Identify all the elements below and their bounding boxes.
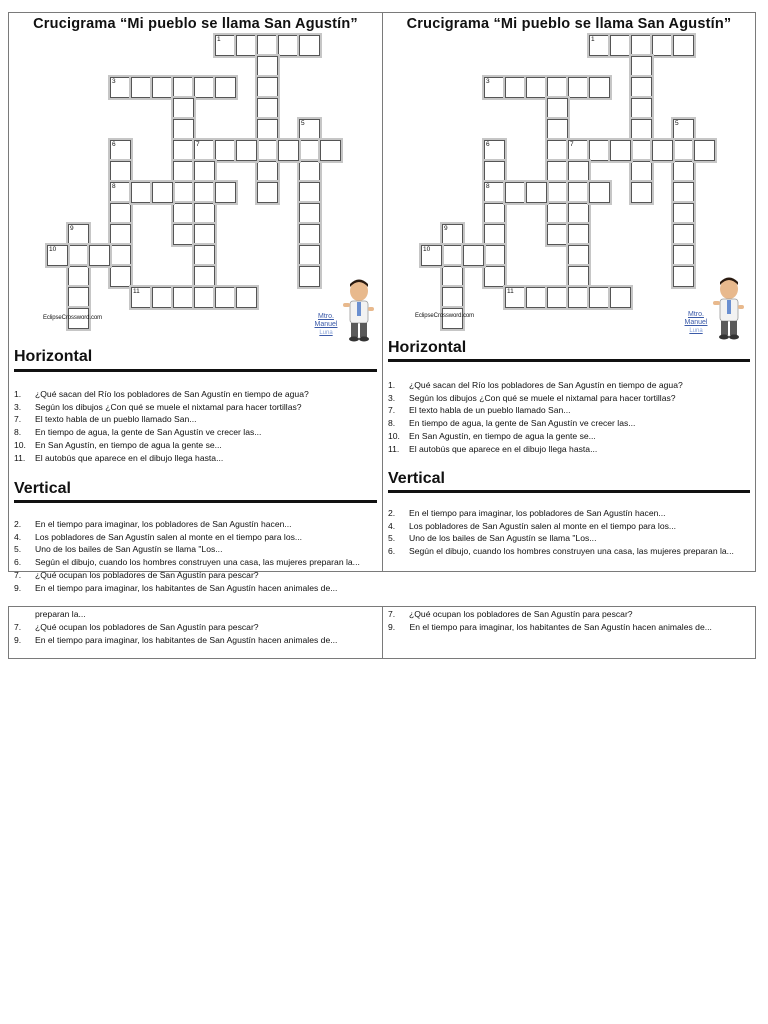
- crossword-cell[interactable]: [652, 35, 673, 56]
- crossword-cell[interactable]: [215, 140, 236, 161]
- crossword-cell[interactable]: [68, 224, 89, 245]
- clue-item: 7. ¿Qué ocupan los pobladores de San Agustín para pescar?: [14, 622, 259, 632]
- crossword-cell[interactable]: [547, 119, 568, 140]
- brand-label: EclipseCrossword.com: [43, 315, 103, 321]
- overflow-left-clue-list: [14, 621, 376, 646]
- vertical-rule: [388, 490, 750, 493]
- clue-item: 9. En el tiempo para imaginar, los habitantes de San Agustín hacen animales de...: [14, 582, 338, 593]
- crossword-cell[interactable]: [299, 266, 320, 287]
- crossword-cell[interactable]: [568, 245, 589, 266]
- crossword-cell[interactable]: [547, 203, 568, 224]
- crossword-cell[interactable]: [484, 140, 505, 161]
- crossword-cell[interactable]: [568, 182, 589, 203]
- crossword-cell[interactable]: [194, 224, 215, 245]
- crossword-cell[interactable]: [173, 203, 194, 224]
- crossword-cell[interactable]: [257, 56, 278, 77]
- clue-item: 10. En San Agustín, en tiempo de agua la gente se...: [14, 439, 222, 450]
- crossword-cell[interactable]: [173, 161, 194, 182]
- crossword-cell[interactable]: [568, 266, 589, 287]
- crossword-cell[interactable]: [484, 224, 505, 245]
- crossword-cell[interactable]: [194, 140, 215, 161]
- teacher-avatar: [709, 275, 749, 341]
- crossword-cell[interactable]: [173, 119, 194, 140]
- clue-item: 7. El texto habla de un pueblo llamado San...: [388, 405, 571, 416]
- crossword-cell[interactable]: [589, 77, 610, 98]
- clue-item: 3. Según los dibujos ¿Con qué se muele el nixtamal para hacer tortillas?: [14, 401, 302, 412]
- worksheet-left: [9, 13, 383, 593]
- clue-item: 11. El autobús que aparece en el dibujo llega hasta...: [14, 452, 224, 463]
- crossword-cell[interactable]: [547, 224, 568, 245]
- crossword-cell[interactable]: [257, 161, 278, 182]
- crossword-cell[interactable]: [68, 245, 89, 266]
- crossword-cell[interactable]: [673, 266, 694, 287]
- clue-item: 4. Los pobladores de San Agustín salen al monte en el tiempo para los...: [388, 520, 677, 531]
- cell-number: 6: [112, 141, 116, 148]
- crossword-cell[interactable]: [568, 77, 589, 98]
- crossword-cell[interactable]: [547, 77, 568, 98]
- author-badge: Mtro. Manuel Luna: [684, 311, 708, 334]
- crossword-cell[interactable]: [278, 140, 299, 161]
- clue-item: 9. En el tiempo para imaginar, los habitantes de San Agustín hacen animales de...: [14, 634, 338, 645]
- cell-number: 11: [507, 288, 514, 295]
- crossword-cell[interactable]: [152, 287, 173, 308]
- crossword-cell[interactable]: [173, 224, 194, 245]
- cell-number: 6: [486, 141, 490, 148]
- puzzle-title: Crucigrama “Mi pueblo se llama San Agustín”: [406, 16, 732, 32]
- horizontal-clues: [388, 379, 749, 455]
- clue-item: 5. Uno de los bailes de San Agustín se llama "Los...: [14, 544, 223, 555]
- crossword-cell[interactable]: [610, 287, 631, 308]
- overflow-table: [8, 606, 756, 659]
- crossword-cell[interactable]: [610, 35, 631, 56]
- crossword-cell[interactable]: [568, 203, 589, 224]
- horizontal-rule: [14, 369, 377, 372]
- crossword-cell[interactable]: [173, 287, 194, 308]
- cell-number: 3: [112, 78, 116, 85]
- crossword-cell[interactable]: [299, 140, 320, 161]
- clue-item: 6. Según el dibujo, cuando los hombres construyen una casa, las mujeres preparan la...: [388, 546, 734, 557]
- vertical-heading: Vertical: [388, 470, 445, 487]
- crossword-cell[interactable]: [631, 77, 652, 98]
- crossword-cell[interactable]: [257, 140, 278, 161]
- cell-number: 7: [570, 141, 574, 148]
- crossword-cell[interactable]: [673, 182, 694, 203]
- puzzle-title: Crucigrama “Mi pueblo se llama San Agustín”: [33, 16, 358, 32]
- crossword-cell[interactable]: [110, 266, 131, 287]
- crossword-cell[interactable]: [673, 161, 694, 182]
- crossword-cell[interactable]: [89, 245, 110, 266]
- crossword-cell[interactable]: [131, 182, 152, 203]
- crossword-cell[interactable]: [110, 161, 131, 182]
- crossword-cell[interactable]: [257, 98, 278, 119]
- crossword-cell[interactable]: [547, 182, 568, 203]
- crossword-cell[interactable]: [484, 245, 505, 266]
- cell-number: 8: [112, 183, 116, 190]
- cell-number: 3: [486, 78, 490, 85]
- crossword-cell[interactable]: [215, 182, 236, 203]
- overflow-right-clues: 7. ¿Qué ocupan los pobladores de San Agustín para pescar?: [388, 609, 633, 619]
- cell-number: 11: [133, 288, 140, 295]
- clue-item: 2. En el tiempo para imaginar, los pobladores de San Agustín hacen...: [388, 508, 666, 518]
- crossword-cell[interactable]: [484, 182, 505, 203]
- crossword-cell[interactable]: [194, 161, 215, 182]
- horizontal-heading: Horizontal: [14, 348, 93, 365]
- crossword-cell[interactable]: [131, 77, 152, 98]
- crossword-cell[interactable]: [547, 161, 568, 182]
- crossword-cell[interactable]: [673, 245, 694, 266]
- crossword-cell[interactable]: [526, 77, 547, 98]
- horizontal-heading: Horizontal: [388, 339, 467, 356]
- crossword-cell[interactable]: [236, 287, 257, 308]
- crossword-cell[interactable]: [215, 35, 236, 56]
- crossword-cell[interactable]: [194, 266, 215, 287]
- crossword-cell[interactable]: [236, 140, 257, 161]
- crossword-cell[interactable]: [110, 182, 131, 203]
- crossword-cell[interactable]: [173, 98, 194, 119]
- crossword-cell[interactable]: [236, 35, 257, 56]
- crossword-cell[interactable]: [631, 98, 652, 119]
- overflow-right: [383, 607, 755, 658]
- crossword-cell[interactable]: [673, 119, 694, 140]
- teacher-avatar: [339, 277, 379, 343]
- clue-item: 1. ¿Qué sacan del Río los pobladores de San Agustín en tiempo de agua?: [388, 380, 683, 390]
- horizontal-clues: [14, 388, 376, 464]
- crossword-cell[interactable]: [278, 35, 299, 56]
- cell-number: 5: [301, 120, 305, 127]
- clue-item: 5. Uno de los bailes de San Agustín se llama "Los...: [388, 533, 597, 544]
- crossword-cell[interactable]: [694, 140, 715, 161]
- overflow-right-clue9: 9. En el tiempo para imaginar, los habitantes de San Agustín hacen animales de...: [388, 622, 712, 632]
- crossword-cell[interactable]: [589, 140, 610, 161]
- crossword-cell[interactable]: [484, 161, 505, 182]
- crossword-cell[interactable]: [215, 77, 236, 98]
- crossword-cell[interactable]: [673, 224, 694, 245]
- crossword-cell[interactable]: [110, 245, 131, 266]
- crossword-cell[interactable]: [589, 35, 610, 56]
- crossword-cell[interactable]: [421, 245, 442, 266]
- crossword-cell[interactable]: [568, 140, 589, 161]
- crossword-cell[interactable]: [299, 182, 320, 203]
- clue-item: 8. En tiempo de agua, la gente de San Agustín ve crecer las...: [14, 427, 262, 438]
- crossword-cell[interactable]: [299, 35, 320, 56]
- crossword-cell[interactable]: [547, 140, 568, 161]
- cell-number: 5: [675, 120, 679, 127]
- cell-number: 10: [49, 246, 57, 253]
- clue-item: 6. Según el dibujo, cuando los hombres construyen una casa, las mujeres preparan la...: [14, 557, 360, 568]
- crossword-cell[interactable]: [257, 182, 278, 203]
- crossword-cell[interactable]: [673, 35, 694, 56]
- crossword-cell[interactable]: [173, 77, 194, 98]
- crossword-cell[interactable]: [320, 140, 341, 161]
- vertical-clues: [388, 507, 749, 558]
- crossword-cell[interactable]: [484, 203, 505, 224]
- clue-item: 4. Los pobladores de San Agustín salen al monte en el tiempo para los...: [14, 531, 303, 542]
- crossword-cell[interactable]: [68, 287, 89, 308]
- cell-number: 8: [486, 183, 490, 190]
- crossword-cell[interactable]: [673, 203, 694, 224]
- worksheet-table: [8, 12, 756, 593]
- crossword-cell[interactable]: [299, 224, 320, 245]
- crossword-cell[interactable]: [652, 140, 673, 161]
- crossword-cell[interactable]: [299, 245, 320, 266]
- crossword-cell[interactable]: [631, 161, 652, 182]
- crossword-cell[interactable]: [484, 77, 505, 98]
- crossword-cell[interactable]: [631, 56, 652, 77]
- crossword-cell[interactable]: [194, 182, 215, 203]
- crossword-cell[interactable]: [505, 77, 526, 98]
- crossword-cell[interactable]: [194, 203, 215, 224]
- crossword-cell[interactable]: [568, 161, 589, 182]
- crossword-cell[interactable]: [547, 287, 568, 308]
- clue-item: 7. El texto habla de un pueblo llamado San...: [14, 414, 197, 425]
- clue-item: 10. En San Agustín, en tiempo de agua la gente se...: [388, 430, 596, 441]
- author-badge: Mtro. Manuel Luna: [314, 313, 338, 336]
- clue-item: 7. ¿Qué ocupan los pobladores de San Agustín para pescar?: [14, 569, 259, 580]
- crossword-cell[interactable]: [442, 224, 463, 245]
- clue-item: 1. ¿Qué sacan del Río los pobladores de San Agustín en tiempo de agua?: [14, 389, 309, 399]
- crossword-cell[interactable]: [299, 203, 320, 224]
- brand-label: EclipseCrossword.com: [415, 313, 475, 319]
- crossword-cell[interactable]: [442, 287, 463, 308]
- clue-item: 2. En el tiempo para imaginar, los pobladores de San Agustín hacen...: [14, 519, 292, 529]
- crossword-cell[interactable]: [442, 266, 463, 287]
- crossword-cell[interactable]: [110, 203, 131, 224]
- crossword-cell[interactable]: [47, 245, 68, 266]
- crossword-cell[interactable]: [610, 140, 631, 161]
- worksheet-right: [383, 13, 755, 571]
- cell-number: 1: [217, 36, 221, 43]
- crossword-cell[interactable]: [631, 140, 652, 161]
- crossword-cell[interactable]: [68, 266, 89, 287]
- vertical-rule: [14, 500, 377, 503]
- crossword-cell[interactable]: [299, 161, 320, 182]
- cell-number: 1: [591, 36, 595, 43]
- crossword-cell[interactable]: [257, 77, 278, 98]
- clue-item: 11. El autobús que aparece en el dibujo llega hasta...: [388, 443, 598, 454]
- vertical-clues: [14, 518, 376, 593]
- crossword-cell[interactable]: [152, 77, 173, 98]
- crossword-cell[interactable]: [547, 98, 568, 119]
- crossword-cell[interactable]: [194, 245, 215, 266]
- cell-number: 9: [70, 225, 74, 232]
- crossword-cell[interactable]: [257, 119, 278, 140]
- crossword-cell[interactable]: [568, 287, 589, 308]
- crossword-cell[interactable]: [110, 140, 131, 161]
- crossword-cell[interactable]: [131, 287, 152, 308]
- clue-item: 8. En tiempo de agua, la gente de San Agustín ve crecer las...: [388, 418, 636, 429]
- cell-number: 9: [444, 225, 448, 232]
- crossword-cell[interactable]: [505, 182, 526, 203]
- clue-item: 3. Según los dibujos ¿Con qué se muele el nixtamal para hacer tortillas?: [388, 392, 676, 403]
- crossword-cell[interactable]: [673, 140, 694, 161]
- horizontal-rule: [388, 359, 750, 362]
- crossword-cell[interactable]: [442, 245, 463, 266]
- crossword-cell[interactable]: [526, 287, 547, 308]
- crossword-cell[interactable]: [194, 77, 215, 98]
- crossword-cell[interactable]: [194, 287, 215, 308]
- crossword-cell[interactable]: [568, 224, 589, 245]
- crossword-cell[interactable]: [152, 182, 173, 203]
- crossword-cell[interactable]: [299, 119, 320, 140]
- crossword-cell[interactable]: [215, 287, 236, 308]
- crossword-cell[interactable]: [463, 245, 484, 266]
- vertical-heading: Vertical: [14, 480, 71, 497]
- crossword-cell[interactable]: [110, 77, 131, 98]
- cell-number: 7: [196, 141, 200, 148]
- crossword-cell[interactable]: [526, 182, 547, 203]
- crossword-cell[interactable]: [631, 119, 652, 140]
- overflow-left: [9, 607, 383, 658]
- crossword-cell[interactable]: [589, 182, 610, 203]
- overflow-left-clues: preparan la...: [35, 609, 86, 619]
- crossword-cell[interactable]: [173, 140, 194, 161]
- cell-number: 10: [423, 246, 431, 253]
- crossword-cell[interactable]: [484, 266, 505, 287]
- crossword-cell[interactable]: [631, 35, 652, 56]
- crossword-cell[interactable]: [589, 287, 610, 308]
- crossword-cell[interactable]: [110, 224, 131, 245]
- crossword-cell[interactable]: [505, 287, 526, 308]
- crossword-cell[interactable]: [257, 35, 278, 56]
- crossword-cell[interactable]: [631, 182, 652, 203]
- crossword-cell[interactable]: [173, 182, 194, 203]
